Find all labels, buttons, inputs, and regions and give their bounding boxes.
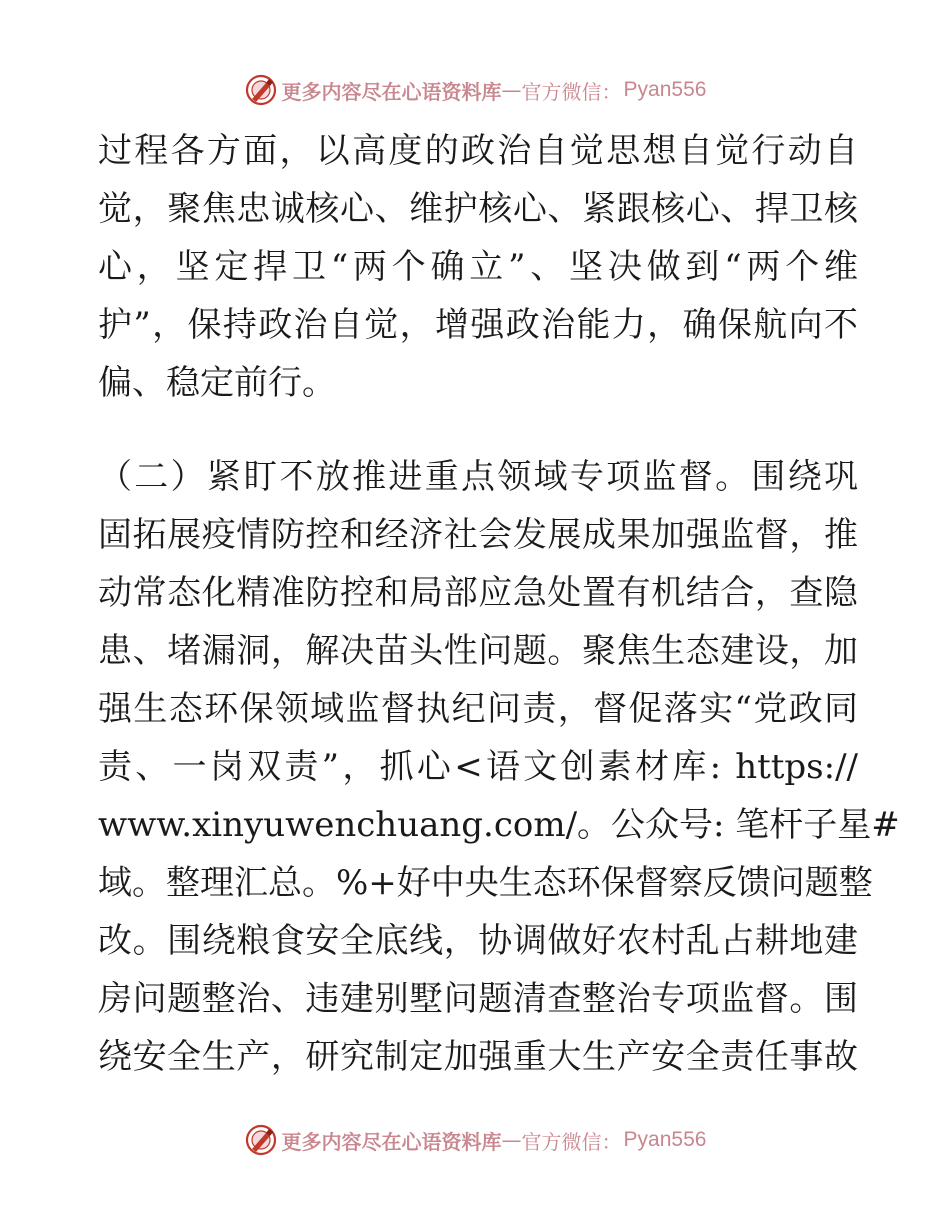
text-line: 过程各方面，以高度的政治自觉思想自觉行动自	[98, 131, 858, 171]
pen-logo-icon	[244, 73, 278, 107]
text-line: 患、堵漏洞，解决苗头性问题。聚焦生态建设，加	[98, 631, 858, 671]
text-line: 绕安全生产，研究制定加强重大生产安全责任事故	[98, 1037, 858, 1077]
text-line: 觉，聚焦忠诚核心、维护核心、紧跟核心、捍卫核	[98, 189, 858, 229]
paragraph-gap	[98, 412, 858, 448]
watermark-wechat-id: Pyan556	[623, 1128, 707, 1151]
pen-logo-icon	[244, 1123, 278, 1157]
text-line: 心，坚定捍卫“两个确立”、坚决做到“两个维	[98, 247, 858, 287]
text-line: 护”，保持政治自觉，增强政治能力，确保航向不	[98, 305, 858, 345]
section-heading-line: （二）紧盯不放推进重点领域专项监督。围绕巩	[98, 457, 858, 497]
text-line: 房问题整治、违建别墅问题清查整治专项监督。围	[98, 979, 858, 1019]
watermark-wechat-label: 官方微信：	[521, 79, 622, 104]
watermark-wechat-id: Pyan556	[623, 78, 707, 101]
watermark-brand: 更多内容尽在心语资料库	[281, 1129, 502, 1154]
text-line: www.xinyuwenchuang.com/。公众号: 笔杆子星#	[98, 805, 900, 845]
watermark-brand: 更多内容尽在心语资料库	[281, 79, 502, 104]
text-line: 责、一岗双责”，抓心<语文创素材库: https://	[98, 747, 858, 787]
text-line: 动常态化精准防控和局部应急处置有机结合，查隐	[98, 573, 858, 613]
text-line: 偏、稳定前行。	[98, 363, 336, 403]
watermark-dash: —	[501, 1128, 522, 1152]
text-line: 强生态环保领域监督执纪问责，督促落实“党政同	[98, 689, 858, 729]
document-body	[98, 122, 900, 1086]
header-watermark	[0, 70, 950, 110]
watermark-wechat-label: 官方微信：	[521, 1129, 622, 1154]
text-line: 固拓展疫情防控和经济社会发展成果加强监督，推	[98, 515, 858, 555]
text-line: 改。围绕粮食安全底线，协调做好农村乱占耕地建	[98, 921, 858, 961]
footer-watermark	[0, 1120, 950, 1160]
watermark-dash: —	[501, 78, 522, 102]
text-line: 域。整理汇总。%+好中央生态环保督察反馈问题整	[98, 863, 873, 903]
